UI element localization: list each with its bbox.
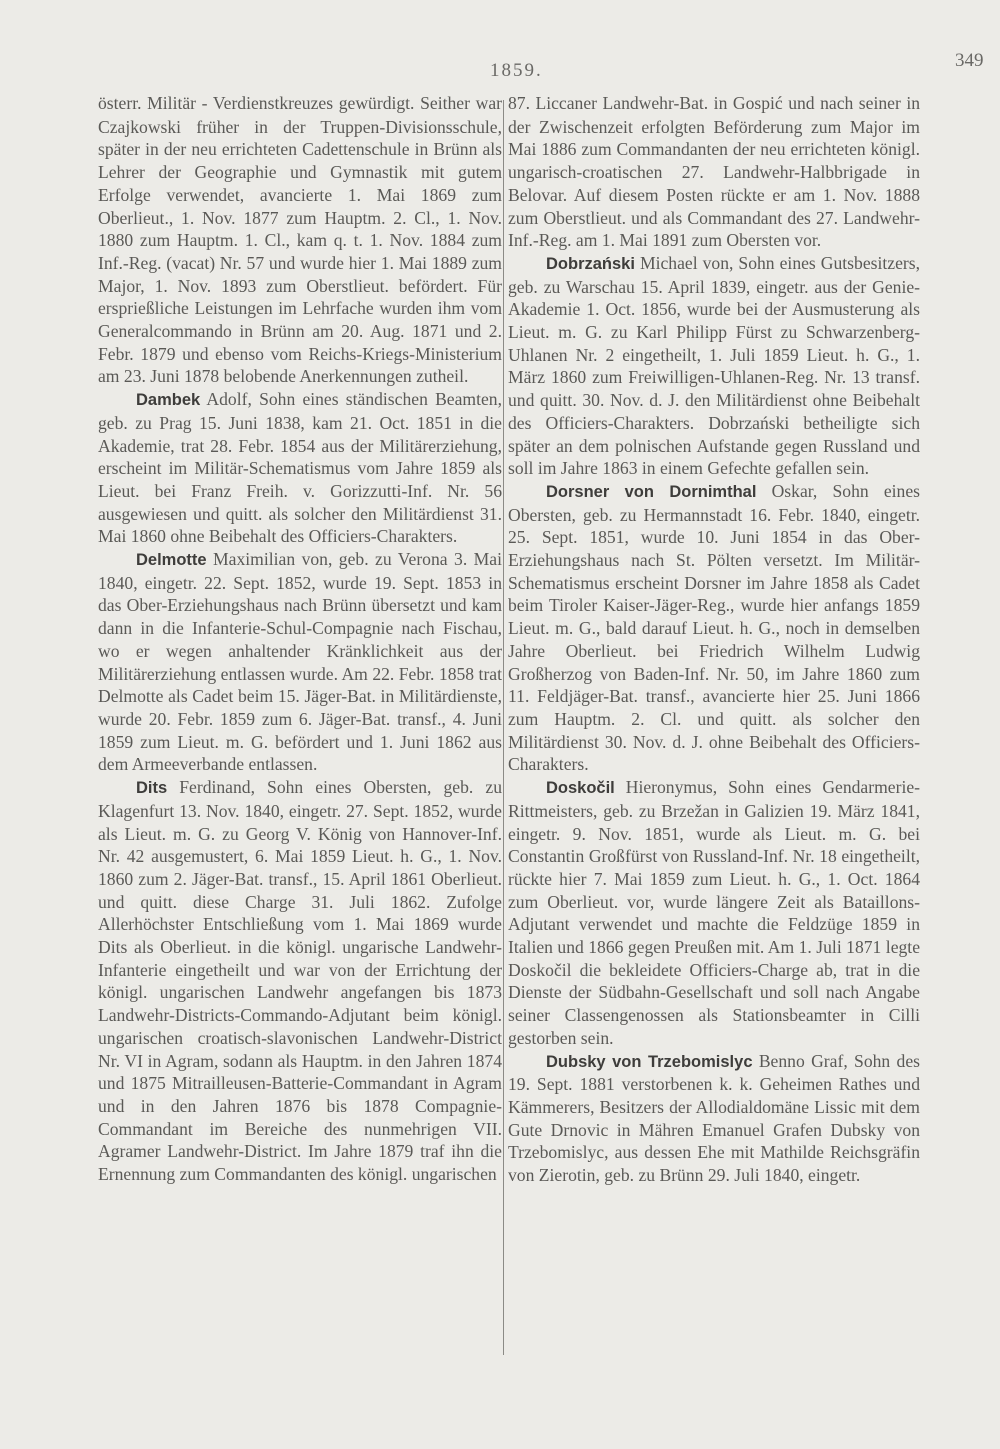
entry-text: Maximilian von, geb. zu Verona 3. Mai 1840, eingetr. 22. Sept. 1852, wurde 19. Sept. 1853 in das Ober-Erziehungshaus nach Brünn übersetzt und kam dann in die Infanterie-Schul-Compagnie nach Fischau, wo er wegen anhaltender Kränklichkeit aus der Militärerziehung entlassen wurde. Am 22. Febr. 1858 trat Delmotte als Cadet beim 15. Jäger-Bat. in Militärdienste, wurde 20. Febr. 1859 zum 6. Jäger-Bat. transf., 4. Juni 1859 zum Lieut. m. G. befördert und 1. Juni 1862 aus dem Armeeverbande entlassen. [98,549,502,775]
entry-name: Dorsner von Dornimthal [546,482,757,501]
entry-paragraph [98,548,502,776]
entry-paragraph [508,252,920,480]
entry-text: österr. Militär - Verdienstkreuzes gewürdigt. Seither war Czajkowski früher in der Truppen-Divisionsschule, später in der neu errichteten Cadettenschule in Brünn als Lehrer der Geographie und Gymnastik mit gutem Erfolge verwendet, avancierte 1. Mai 1869 zum Oberlieut., 1. Nov. 1877 zum Hauptm. 2. Cl., 1. Nov. 1880 zum Hauptm. 1. Cl., kam q. t. 1. Nov. 1884 zum Inf.-Reg. (vacat) Nr. 57 und wurde hier 1. Mai 1889 zum Major, 1. Nov. 1893 zum Oberstlieut. befördert. Für ersprießliche Leistungen im Lehrfache wurden ihm vom Generalcommando in Brünn am 20. Aug. 1871 und 2. Febr. 1879 und ebenso vom Reichs-Kriegs-Ministerium am 23. Juni 1878 belobende Anerkennungen zutheil. [98,93,502,387]
entry-paragraph [98,776,502,1186]
right-column [508,92,920,1187]
entry-paragraph [98,92,502,388]
left-column [98,92,502,1186]
entry-text: Ferdinand, Sohn eines Obersten, geb. zu Klagenfurt 13. Nov. 1840, eingetr. 27. Sept. 1852, wurde als Lieut. m. G. zu Georg V. König von Hannover-Inf. Nr. 42 ausgemustert, 6. Mai 1859 Lieut. h. G., 1. Nov. 1860 zum 2. Jäger-Bat. transf., 15. April 1861 Oberlieut. und quitt. diese Charge 31. Juli 1862. Zufolge Allerhöchster Entschließung vom 1. Mai 1869 wurde Dits als Oberlieut. in die königl. ungarische Landwehr-Infanterie eingetheilt und war von der Errichtung der königl. ungarischen Landwehr angefangen bis 1873 Landwehr-Districts-Commando-Adjutant beim königl. ungarischen croatisch-slavonischen Landwehr-District Nr. VI in Agram, sodann als Hauptm. in den Jahren 1874 und 1875 Mitrailleusen-Batterie-Commandant in Agram und in den Jahren 1876 bis 1878 Compagnie-Commandant im Bereiche des nunmehrigen VII. Agramer Landwehr-District. Im Jahre 1879 traf ihn die Ernennung zum Commandanten des königl. ungarischen [98,777,502,1185]
entry-name: Dobrzański [546,254,635,273]
page-number: 349 [955,50,984,71]
running-head-year: 1859. [490,60,543,81]
entry-text: Michael von, Sohn eines Gutsbesitzers, geb. zu Warschau 15. April 1839, eingetr. aus der Genie-Akademie 1. Oct. 1856, wurde bei der Ausmusterung als Lieut. m. G. zu Karl Philipp Fürst zu Schwarzenberg-Uhlanen Nr. 2 eingetheilt, 1. Juli 1859 Lieut. h. G., 1. März 1860 zum Freiwilligen-Uhlanen-Reg. Nr. 13 transf. und quitt. 30. Nov. d. J. den Militärdienst ohne Beibehalt des Officiers-Charakters. Dobrzański betheiligte sich später an dem polnischen Aufstande gegen Russland und soll im Jahre 1863 in einem Gefechte gefallen sein. [508,252,920,479]
entry-name: Dambek [136,391,201,410]
entry-text: 87. Liccaner Landwehr-Bat. in Gospić und nach seiner in der Zwischenzeit erfolgten Beförderung zum Major im Mai 1886 zum Commandanten der neu errichteten königl. ungarisch-croatischen 27. Landwehr-Halbbrigade in Belovar. Auf diesem Posten rückte er am 1. Nov. 1888 zum Oberstlieut. und als Commandant des 27. Landwehr-Inf.-Reg. am 1. Mai 1891 zum Obersten vor. [508,93,920,251]
entry-text: Benno Graf, Sohn des 19. Sept. 1881 verstorbenen k. k. Geheimen Rathes und Kämmerers, Besitzers der Allodialdomäne Lissic mit dem Gute Drnovic in Mähren Emanuel Grafen Dubsky von Trzebomislyc, aus dessen Ehe mit Mathilde Reichsgräfin von Zierotin, geb. zu Brünn 29. Juli 1840, eingetr. [508,1050,920,1186]
entry-paragraph [508,480,920,776]
entry-name: Doskočil [546,779,615,798]
entry-paragraph [508,1050,920,1187]
entry-name: Delmotte [136,551,207,570]
entry-text: Oskar, Sohn eines Obersten, geb. zu Hermannstadt 16. Febr. 1840, eingetr. 25. Sept. 1851, wurde 10. Juni 1854 in das Ober-Erziehungshaus nach St. Pölten versetzt. Im Militär-Schematismus erscheint Dorsner im Jahre 1858 als Cadet beim Tiroler Kaiser-Jäger-Reg., wurde hier anfangs 1859 Lieut. m. G., bald darauf Lieut. h. G., noch in demselben Jahre Oberlieut. bei Friedrich Wilhelm Ludwig Großherzog von Baden-Inf. Nr. 50, im Jahre 1860 zum 11. Feldjäger-Bat. transf., avancierte hier 25. Juni 1866 zum Hauptm. 2. Cl. und quitt. als solcher den Militärdienst 30. Nov. d. J. ohne Beibehalt des Officiers-Charakters. [508,480,920,775]
entry-text: Hieronymus, Sohn eines Gendarmerie-Rittmeisters, geb. zu Brzežan in Galizien 19. März 1841, eingetr. 9. Nov. 1851, wurde als Lieut. m. G. bei Constantin Großfürst von Russland-Inf. Nr. 18 eingetheilt, rückte hier 7. Mai 1859 zum Lieut. h. G., 1. Oct. 1864 zum Oberlieut. vor, wurde längere Zeit als Bataillons-Adjutant verwendet und machte die Feldzüge 1859 in Italien und 1866 gegen Preußen mit. Am 1. Juli 1871 legte Doskočil die bekleidete Officiers-Charge ab, trat in die Dienste der Südbahn-Gesellschaft und soll nach Angabe seiner Classengenossen als Stationsbeamter in Cilli gestorben sein. [508,777,920,1048]
entry-paragraph [508,776,920,1049]
entry-paragraph [98,388,502,548]
entry-paragraph [508,92,920,252]
entry-name: Dits [136,779,168,798]
entry-text: Adolf, Sohn eines ständischen Beamten, geb. zu Prag 15. Juni 1838, kam 21. Oct. 1851 in die Akademie, trat 28. Febr. 1854 aus der Militärerziehung, erscheint im Militär-Schematismus vom Jahre 1859 als Lieut. bei Franz Freih. v. Gorizzutti-Inf. Nr. 56 ausgewiesen und quitt. als solcher den Militärdienst 31. Mai 1860 ohne Beibehalt des Officiers-Charakters. [98,389,502,547]
column-divider [503,100,504,1355]
entry-name: Dubsky von Trzebomislyc [546,1052,753,1071]
